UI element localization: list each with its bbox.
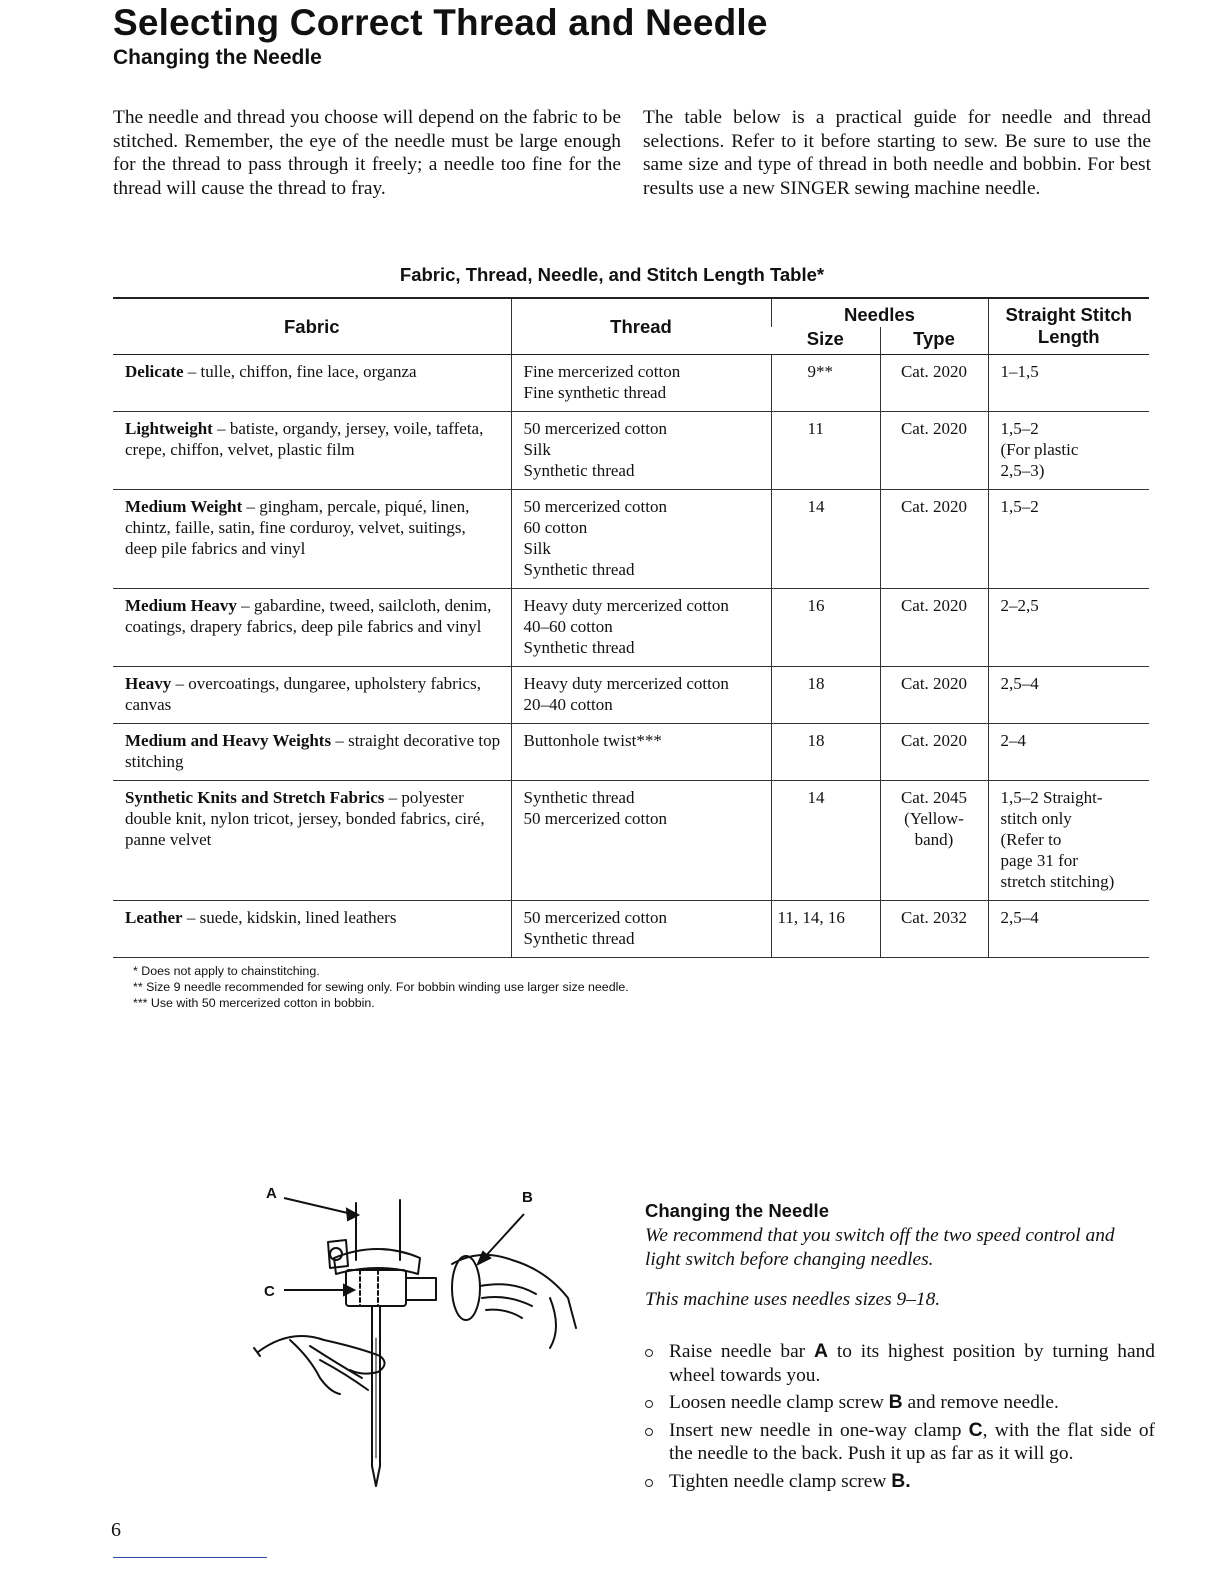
stitch-length-cell <box>988 724 1149 781</box>
needle-type-cell-line: Cat. 2020 <box>900 362 968 381</box>
thread-cell <box>511 490 771 589</box>
page-number: 6 <box>111 1519 121 1541</box>
fabric-list: – gabardine, tweed, sailcloth, denim, coatings, drapery fabrics, deep pile fabrics and vinyl <box>125 596 492 636</box>
table-row <box>113 490 1149 589</box>
needle-type-cell <box>880 355 988 412</box>
needle-sizes-note: This machine uses needles sizes 9–18. <box>645 1289 941 1310</box>
table-row <box>113 412 1149 490</box>
needle-type-cell-line: Cat. 2045 <box>900 788 968 807</box>
thread-cell <box>511 589 771 667</box>
stitch-length-cell <box>988 901 1149 958</box>
thread-cell-line: Fine synthetic thread <box>523 383 667 402</box>
table-title: Fabric, Thread, Needle, and Stitch Length Table* <box>399 264 825 285</box>
fabric-list: – suede, kidskin, lined leathers <box>182 908 397 927</box>
needle-type-cell-line: (Yellow- <box>904 809 964 828</box>
needle-type-cell-line: Cat. 2020 <box>900 731 968 750</box>
needle-type-cell <box>880 490 988 589</box>
fabric-list: – straight decorative top stitching <box>125 731 501 771</box>
bullet-icon <box>645 1400 653 1408</box>
needle-type-cell <box>880 589 988 667</box>
intro-paragraph-right: The table below is a practical guide for needle and thread selections. Refer to it before starting to sew. Be sure to use the same size and type of thread in both needle and bobbin. For best results use a new SINGER sewing machine needle. <box>643 107 1151 199</box>
stitch-length-cell-line: (For plastic <box>1000 440 1079 459</box>
table-row <box>113 667 1149 724</box>
thread-cell-line: 20–40 cotton <box>523 695 613 714</box>
step-item <box>645 1340 1155 1387</box>
fabric-category: Heavy <box>125 674 172 693</box>
step-text: Loosen needle clamp screw <box>669 1392 889 1413</box>
needle-size-cell: 11, 14, 16 <box>771 901 880 958</box>
stitch-length-cell-line: 1,5–2 <box>1000 497 1039 516</box>
stitch-length-cell <box>988 781 1149 901</box>
page-subtitle: Changing the Needle <box>113 46 322 69</box>
step-text: to its highest position by turning hand wheel towards you. <box>669 1341 1155 1386</box>
thread-cell <box>511 667 771 724</box>
needle-size-cell: 9** <box>771 355 880 412</box>
table-row <box>113 355 1149 412</box>
stitch-length-cell-line: 1–1,5 <box>1000 362 1039 381</box>
thread-cell-line: Synthetic thread <box>523 788 635 807</box>
left-hand <box>258 1336 385 1374</box>
needle-size-cell: 14 <box>771 781 880 901</box>
bullet-icon <box>645 1428 653 1436</box>
fabric-cell <box>113 490 511 589</box>
needle-size-cell: 14 <box>771 490 880 589</box>
fabric-category: Medium and Heavy Weights <box>125 731 332 750</box>
intro-paragraph-left: The needle and thread you choose will depend on the fabric to be stitched. Remember, the eye of the needle must be large enough for the thread to pass through it freely; a needle too fine for the thread will cause the thread to fray. <box>113 107 621 199</box>
thread-cell <box>511 781 771 901</box>
needle-type-cell <box>880 667 988 724</box>
header-needles: Needles <box>771 298 988 327</box>
footnote: ** Size 9 needle recommended for sewing only. For bobbin winding use larger size needle. <box>133 980 629 994</box>
needle-type-cell-line: Cat. 2032 <box>900 908 968 927</box>
clamp-screw-head <box>452 1256 480 1320</box>
stitch-length-cell-line: stitch only <box>1000 809 1072 828</box>
stitch-length-cell-line: 2,5–3) <box>1000 461 1045 480</box>
thread-cell-line: 40–60 cotton <box>523 617 613 636</box>
needle-change-illustration <box>250 1178 600 1493</box>
thread-needle-table <box>113 297 1149 958</box>
step-text: Raise needle bar <box>669 1341 814 1362</box>
fabric-category: Medium Weight <box>125 497 243 516</box>
header-stitch-line2: Length <box>1037 326 1100 347</box>
step-item <box>645 1470 1155 1494</box>
step-key-letter: B <box>888 1391 903 1413</box>
thread-cell-line: Synthetic thread <box>523 461 635 480</box>
stitch-length-cell-line: 2–4 <box>1000 731 1026 750</box>
header-fabric: Fabric <box>113 298 511 355</box>
stitch-length-cell-line: 2–2,5 <box>1000 596 1039 615</box>
needle-type-cell <box>880 901 988 958</box>
needle-type-cell <box>880 724 988 781</box>
thread-cell <box>511 355 771 412</box>
fabric-cell <box>113 412 511 490</box>
stitch-length-cell <box>988 412 1149 490</box>
stitch-length-cell <box>988 355 1149 412</box>
stitch-length-cell-line: 1,5–2 Straight- <box>1000 788 1103 807</box>
thread-cell-line: 50 mercerized cotton <box>523 908 667 927</box>
footnote: * Does not apply to chainstitching. <box>133 964 320 978</box>
needle-type-cell-line: Cat. 2020 <box>900 674 968 693</box>
needle-type-cell-line: Cat. 2020 <box>900 596 968 615</box>
thread-cell-line: Silk <box>523 539 551 558</box>
fabric-cell <box>113 355 511 412</box>
table-row <box>113 781 1149 901</box>
step-key-letter: C <box>968 1418 983 1441</box>
fabric-category: Delicate <box>125 362 184 381</box>
needle-type-cell <box>880 412 988 490</box>
needle-clamp <box>346 1270 406 1306</box>
fabric-cell <box>113 901 511 958</box>
thread-cell-line: Buttonhole twist*** <box>523 731 662 750</box>
step-item <box>645 1391 1155 1415</box>
stitch-length-cell <box>988 589 1149 667</box>
label-b: B <box>522 1189 533 1206</box>
fabric-list: – overcoatings, dungaree, upholstery fabrics, canvas <box>125 674 481 714</box>
fabric-cell <box>113 589 511 667</box>
thread-cell <box>511 901 771 958</box>
footnotes <box>133 963 629 1011</box>
fabric-cell <box>113 781 511 901</box>
step-text: , with the flat side of the needle to the back. Push it up as far as it will go. <box>669 1419 1155 1464</box>
thread-cell <box>511 724 771 781</box>
footnote: *** Use with 50 mercerized cotton in bobbin. <box>133 996 375 1010</box>
label-a: A <box>266 1185 277 1202</box>
needle-size-cell: 11 <box>771 412 880 490</box>
recommendation-text: We recommend that you switch off the two speed control and light switch before changing needles. <box>645 1225 1115 1270</box>
fabric-category: Medium Heavy <box>125 596 237 615</box>
clamp-screw-shaft <box>406 1278 436 1300</box>
header-thread: Thread <box>511 298 771 355</box>
thread-cell-line: 50 mercerized cotton <box>523 809 667 828</box>
table-body <box>113 355 1149 958</box>
page-title: Selecting Correct Thread and Needle <box>113 2 768 43</box>
step-key-letter: B. <box>891 1469 911 1492</box>
stitch-length-cell-line: 2,5–4 <box>1000 674 1039 693</box>
needle-type-cell-line: Cat. 2020 <box>900 497 968 516</box>
thread-cell-line: Synthetic thread <box>523 929 635 948</box>
needle-type-cell-line: Cat. 2020 <box>900 419 968 438</box>
header-stitch-line1: Straight Stitch <box>1005 304 1132 325</box>
needle-size-cell: 18 <box>771 724 880 781</box>
step-text: Insert new needle in one-way clamp <box>669 1419 969 1441</box>
label-c: C <box>264 1283 275 1300</box>
stitch-length-cell-line: page 31 for <box>1000 851 1078 870</box>
steps-list <box>645 1340 1155 1493</box>
fabric-category: Lightweight <box>125 419 213 438</box>
fabric-list: – polyester double knit, nylon tricot, jersey, bonded fabrics, ciré, panne velvet <box>125 788 485 849</box>
thread-cell-line: 50 mercerized cotton <box>523 419 667 438</box>
step-text: Tighten needle clamp screw <box>669 1470 892 1492</box>
footer-rule <box>113 1557 267 1558</box>
bullet-icon <box>645 1349 653 1357</box>
needle-type-cell-line: band) <box>914 830 954 849</box>
fabric-cell <box>113 724 511 781</box>
needle-size-cell: 18 <box>771 667 880 724</box>
thread-cell-line: 50 mercerized cotton <box>523 497 667 516</box>
stitch-length-cell-line: 1,5–2 <box>1000 419 1039 438</box>
fabric-category: Leather <box>125 908 183 927</box>
header-stitch-length <box>988 298 1149 355</box>
bullet-icon <box>645 1479 653 1487</box>
stitch-length-cell <box>988 667 1149 724</box>
step-key-letter: A <box>814 1340 829 1362</box>
fabric-cell <box>113 667 511 724</box>
fabric-list: – tulle, chiffon, fine lace, organza <box>183 362 417 381</box>
thread-cell-line: Heavy duty mercerized cotton <box>523 674 729 693</box>
header-type: Type <box>880 327 988 355</box>
stitch-length-cell-line: 2,5–4 <box>1000 908 1039 927</box>
fabric-category: Synthetic Knits and Stretch Fabrics <box>125 788 385 807</box>
fabric-list: – batiste, organdy, jersey, voile, taffeta, crepe, chiffon, velvet, plastic film <box>125 419 484 459</box>
stitch-length-cell-line: stretch stitching) <box>1000 872 1115 891</box>
section-heading: Changing the Needle <box>645 1200 829 1221</box>
thread-cell-line: 60 cotton <box>523 518 588 537</box>
header-size: Size <box>771 327 880 355</box>
thread-cell <box>511 412 771 490</box>
table-row <box>113 724 1149 781</box>
stitch-length-cell <box>988 490 1149 589</box>
fabric-list: – gingham, percale, piqué, linen, chintz, faille, satin, fine corduroy, velvet, suitings, deep pile fabrics and vinyl <box>125 497 470 558</box>
thread-cell-line: Synthetic thread <box>523 560 635 579</box>
changing-needle-section <box>645 1200 1155 1497</box>
needle-size-cell: 16 <box>771 589 880 667</box>
needle-type-cell <box>880 781 988 901</box>
step-item <box>645 1419 1155 1466</box>
thread-cell-line: Synthetic thread <box>523 638 635 657</box>
thread-cell-line: Fine mercerized cotton <box>523 362 681 381</box>
thread-cell-line: Silk <box>523 440 551 459</box>
thread-cell-line: Heavy duty mercerized cotton <box>523 596 729 615</box>
step-text: and remove needle. <box>902 1392 1059 1413</box>
table-row <box>113 589 1149 667</box>
stitch-length-cell-line: (Refer to <box>1000 830 1062 849</box>
table-row <box>113 901 1149 958</box>
